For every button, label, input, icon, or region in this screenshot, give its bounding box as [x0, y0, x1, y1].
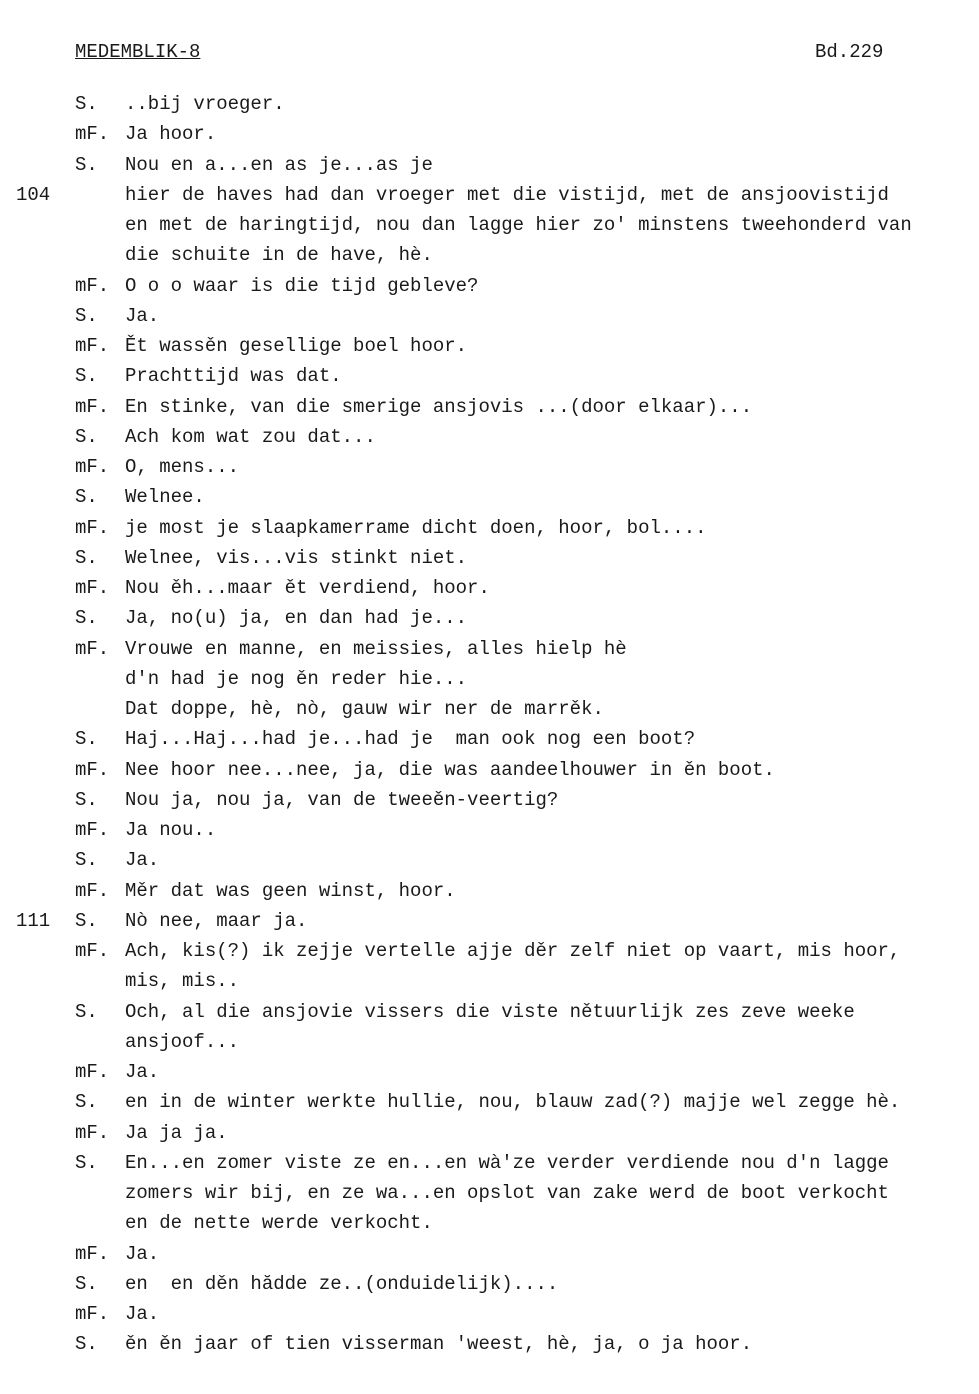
transcript-line: [0, 1272, 979, 1296]
speaker-label: mF.: [75, 940, 110, 962]
speaker-label: mF.: [75, 1061, 110, 1083]
transcript-line: [0, 758, 979, 782]
utterance-text: ěn ěn jaar of tien visserman 'weest, hè, ja, o ja hoor.: [125, 1333, 753, 1356]
transcript-line: [0, 939, 979, 963]
speaker-label: S.: [75, 849, 98, 872]
transcript-line: [0, 395, 979, 419]
speaker-label: mF.: [75, 123, 110, 146]
transcript-line: [0, 818, 979, 842]
speaker-label: mF.: [75, 395, 110, 418]
utterance-text: Dat doppe, hè, nò, gauw wir ner de marrěk.: [125, 698, 604, 720]
utterance-text: Vrouwe en manne, en meissies, alles hielp hè: [125, 637, 627, 660]
speaker-label: S.: [75, 153, 98, 176]
speaker-label: S.: [75, 425, 98, 448]
utterance-text: Ja.: [125, 1061, 160, 1083]
speaker-label: mF.: [75, 335, 110, 357]
speaker-label: mF.: [75, 577, 110, 599]
utterance-text: Ja nou..: [125, 819, 217, 841]
speaker-label: mF.: [75, 819, 110, 841]
utterance-text: Nee hoor nee...nee, ja, die was aandeelhouwer in ěn boot.: [125, 758, 775, 781]
transcript-line: [0, 697, 979, 721]
speaker-label: S.: [75, 1333, 98, 1356]
speaker-label: S.: [75, 546, 98, 569]
transcript-line: [0, 1302, 979, 1326]
speaker-label: S.: [75, 1000, 98, 1023]
speaker-label: S.: [75, 909, 98, 932]
speaker-label: S.: [75, 93, 98, 115]
transcript-line: [0, 1000, 979, 1024]
transcript-line: [0, 1090, 979, 1114]
speaker-label: S.: [75, 1091, 98, 1114]
speaker-label: mF.: [75, 1121, 110, 1144]
utterance-text: Ach, kis(?) ik zejje vertelle ajje děr zelf niet op vaart, mis hoor,: [125, 940, 901, 962]
utterance-text: en met de haringtijd, nou dan lagge hier zo' minstens tweehonderd van: [125, 214, 912, 236]
speaker-label: mF.: [75, 758, 110, 781]
speaker-label: S.: [75, 486, 98, 509]
transcript-line: [0, 727, 979, 751]
transcript-line: [0, 969, 979, 993]
utterance-text: ansjoof...: [125, 1030, 240, 1053]
utterance-text: zomers wir bij, en ze wa...en opslot van zake werd de boot verkocht: [125, 1182, 889, 1204]
utterance-text: Ja, no(u) ja, en dan had je...: [125, 607, 468, 630]
transcript-line: [0, 909, 979, 933]
transcript-line: [0, 1121, 979, 1145]
transcript-line: [0, 848, 979, 872]
utterance-text: hier de haves had dan vroeger met die vistijd, met de ansjoovistijd: [125, 183, 889, 206]
transcript-line: [0, 1060, 979, 1084]
speaker-label: S.: [75, 607, 98, 630]
transcript-line: [0, 485, 979, 509]
utterance-text: Nou ja, nou ja, van de tweeěn-veertig?: [125, 788, 559, 811]
utterance-text: Prachttijd was dat.: [125, 365, 342, 388]
transcript-line: [0, 364, 979, 388]
transcript-line: [0, 304, 979, 328]
utterance-text: Welnee.: [125, 486, 205, 509]
document-title: MEDEMBLIK-8: [75, 41, 201, 63]
utterance-text: en in de winter werkte hullie, nou, blauw zad(?) majje wel zegge hè.: [125, 1091, 901, 1114]
utterance-text: mis, mis..: [125, 970, 240, 993]
speaker-label: S.: [75, 728, 98, 751]
utterance-text: Ja.: [125, 1242, 160, 1265]
transcript-line: [0, 334, 979, 358]
utterance-text: O o o waar is die tijd gebleve?: [125, 274, 479, 297]
speaker-label: S.: [75, 1151, 98, 1174]
speaker-label: S.: [75, 1272, 98, 1295]
speaker-label: mF.: [75, 1242, 110, 1265]
speaker-label: S.: [75, 365, 98, 388]
speaker-label: mF.: [75, 879, 110, 902]
transcript-line: [0, 455, 979, 479]
transcript-line: [0, 788, 979, 812]
transcript-line: [0, 546, 979, 570]
transcript-line: [0, 122, 979, 146]
utterance-text: Och, al die ansjovie vissers die viste nětuurlijk zes zeve weeke: [125, 1000, 855, 1023]
page-reference: Bd.229: [815, 41, 884, 63]
utterance-text: Nou en a...en as je...as je: [125, 153, 433, 176]
transcript-line: [0, 1151, 979, 1175]
speaker-label: S.: [75, 788, 98, 811]
transcript-line: [0, 516, 979, 540]
transcript-line: [0, 1242, 979, 1266]
utterance-text: O, mens...: [125, 456, 240, 478]
transcript-line: [0, 92, 979, 116]
utterance-text: d'n had je nog ěn reder hie...: [125, 667, 468, 690]
transcript-line: [0, 879, 979, 903]
transcript-line: [0, 274, 979, 298]
line-number: 111: [16, 909, 51, 932]
utterance-text: en de nette werde verkocht.: [125, 1212, 433, 1235]
utterance-text: Ja.: [125, 1303, 160, 1325]
utterance-text: Ja.: [125, 849, 160, 872]
transcript-line: [0, 637, 979, 661]
transcript-line: [0, 1211, 979, 1235]
speaker-label: mF.: [75, 637, 110, 660]
utterance-text: En...en zomer viste ze en...en wà'ze verder verdiende nou d'n lagge: [125, 1151, 889, 1174]
transcript-line: [0, 425, 979, 449]
transcript-line: [0, 213, 979, 237]
utterance-text: Ět wassěn gesellige boel hoor.: [125, 335, 468, 357]
utterance-text: Ja hoor.: [125, 123, 217, 146]
utterance-text: ..bij vroeger.: [125, 93, 285, 115]
utterance-text: En stinke, van die smerige ansjovis ...(door elkaar)...: [125, 395, 753, 418]
speaker-label: S.: [75, 304, 98, 327]
utterance-text: Haj...Haj...had je...had je man ook nog een boot?: [125, 728, 696, 751]
speaker-label: mF.: [75, 456, 110, 478]
utterance-text: Nò nee, maar ja.: [125, 909, 308, 932]
transcript-line: [0, 576, 979, 600]
line-number: 104: [16, 183, 51, 206]
utterance-text: Měr dat was geen winst, hoor.: [125, 879, 456, 902]
speaker-label: mF.: [75, 274, 110, 297]
transcript-line: [0, 667, 979, 691]
utterance-text: en en děn hădde ze..(onduidelijk)....: [125, 1272, 559, 1295]
utterance-text: je most je slaapkamerrame dicht doen, hoor, bol....: [125, 516, 707, 539]
transcript-line: [0, 1030, 979, 1054]
utterance-text: Ja.: [125, 304, 160, 327]
speaker-label: mF.: [75, 1303, 110, 1325]
transcript-line: [0, 1181, 979, 1205]
transcript-line: [0, 1332, 979, 1356]
utterance-text: die schuite in de have, hè.: [125, 244, 433, 267]
transcript-line: [0, 606, 979, 630]
utterance-text: Welnee, vis...vis stinkt niet.: [125, 546, 468, 569]
transcript-line: [0, 153, 979, 177]
speaker-label: mF.: [75, 516, 110, 539]
utterance-text: Ach kom wat zou dat...: [125, 425, 376, 448]
transcript-line: [0, 183, 979, 207]
utterance-text: Nou ěh...maar ět verdiend, hoor.: [125, 577, 490, 599]
transcript-line: [0, 243, 979, 267]
utterance-text: Ja ja ja.: [125, 1121, 228, 1144]
